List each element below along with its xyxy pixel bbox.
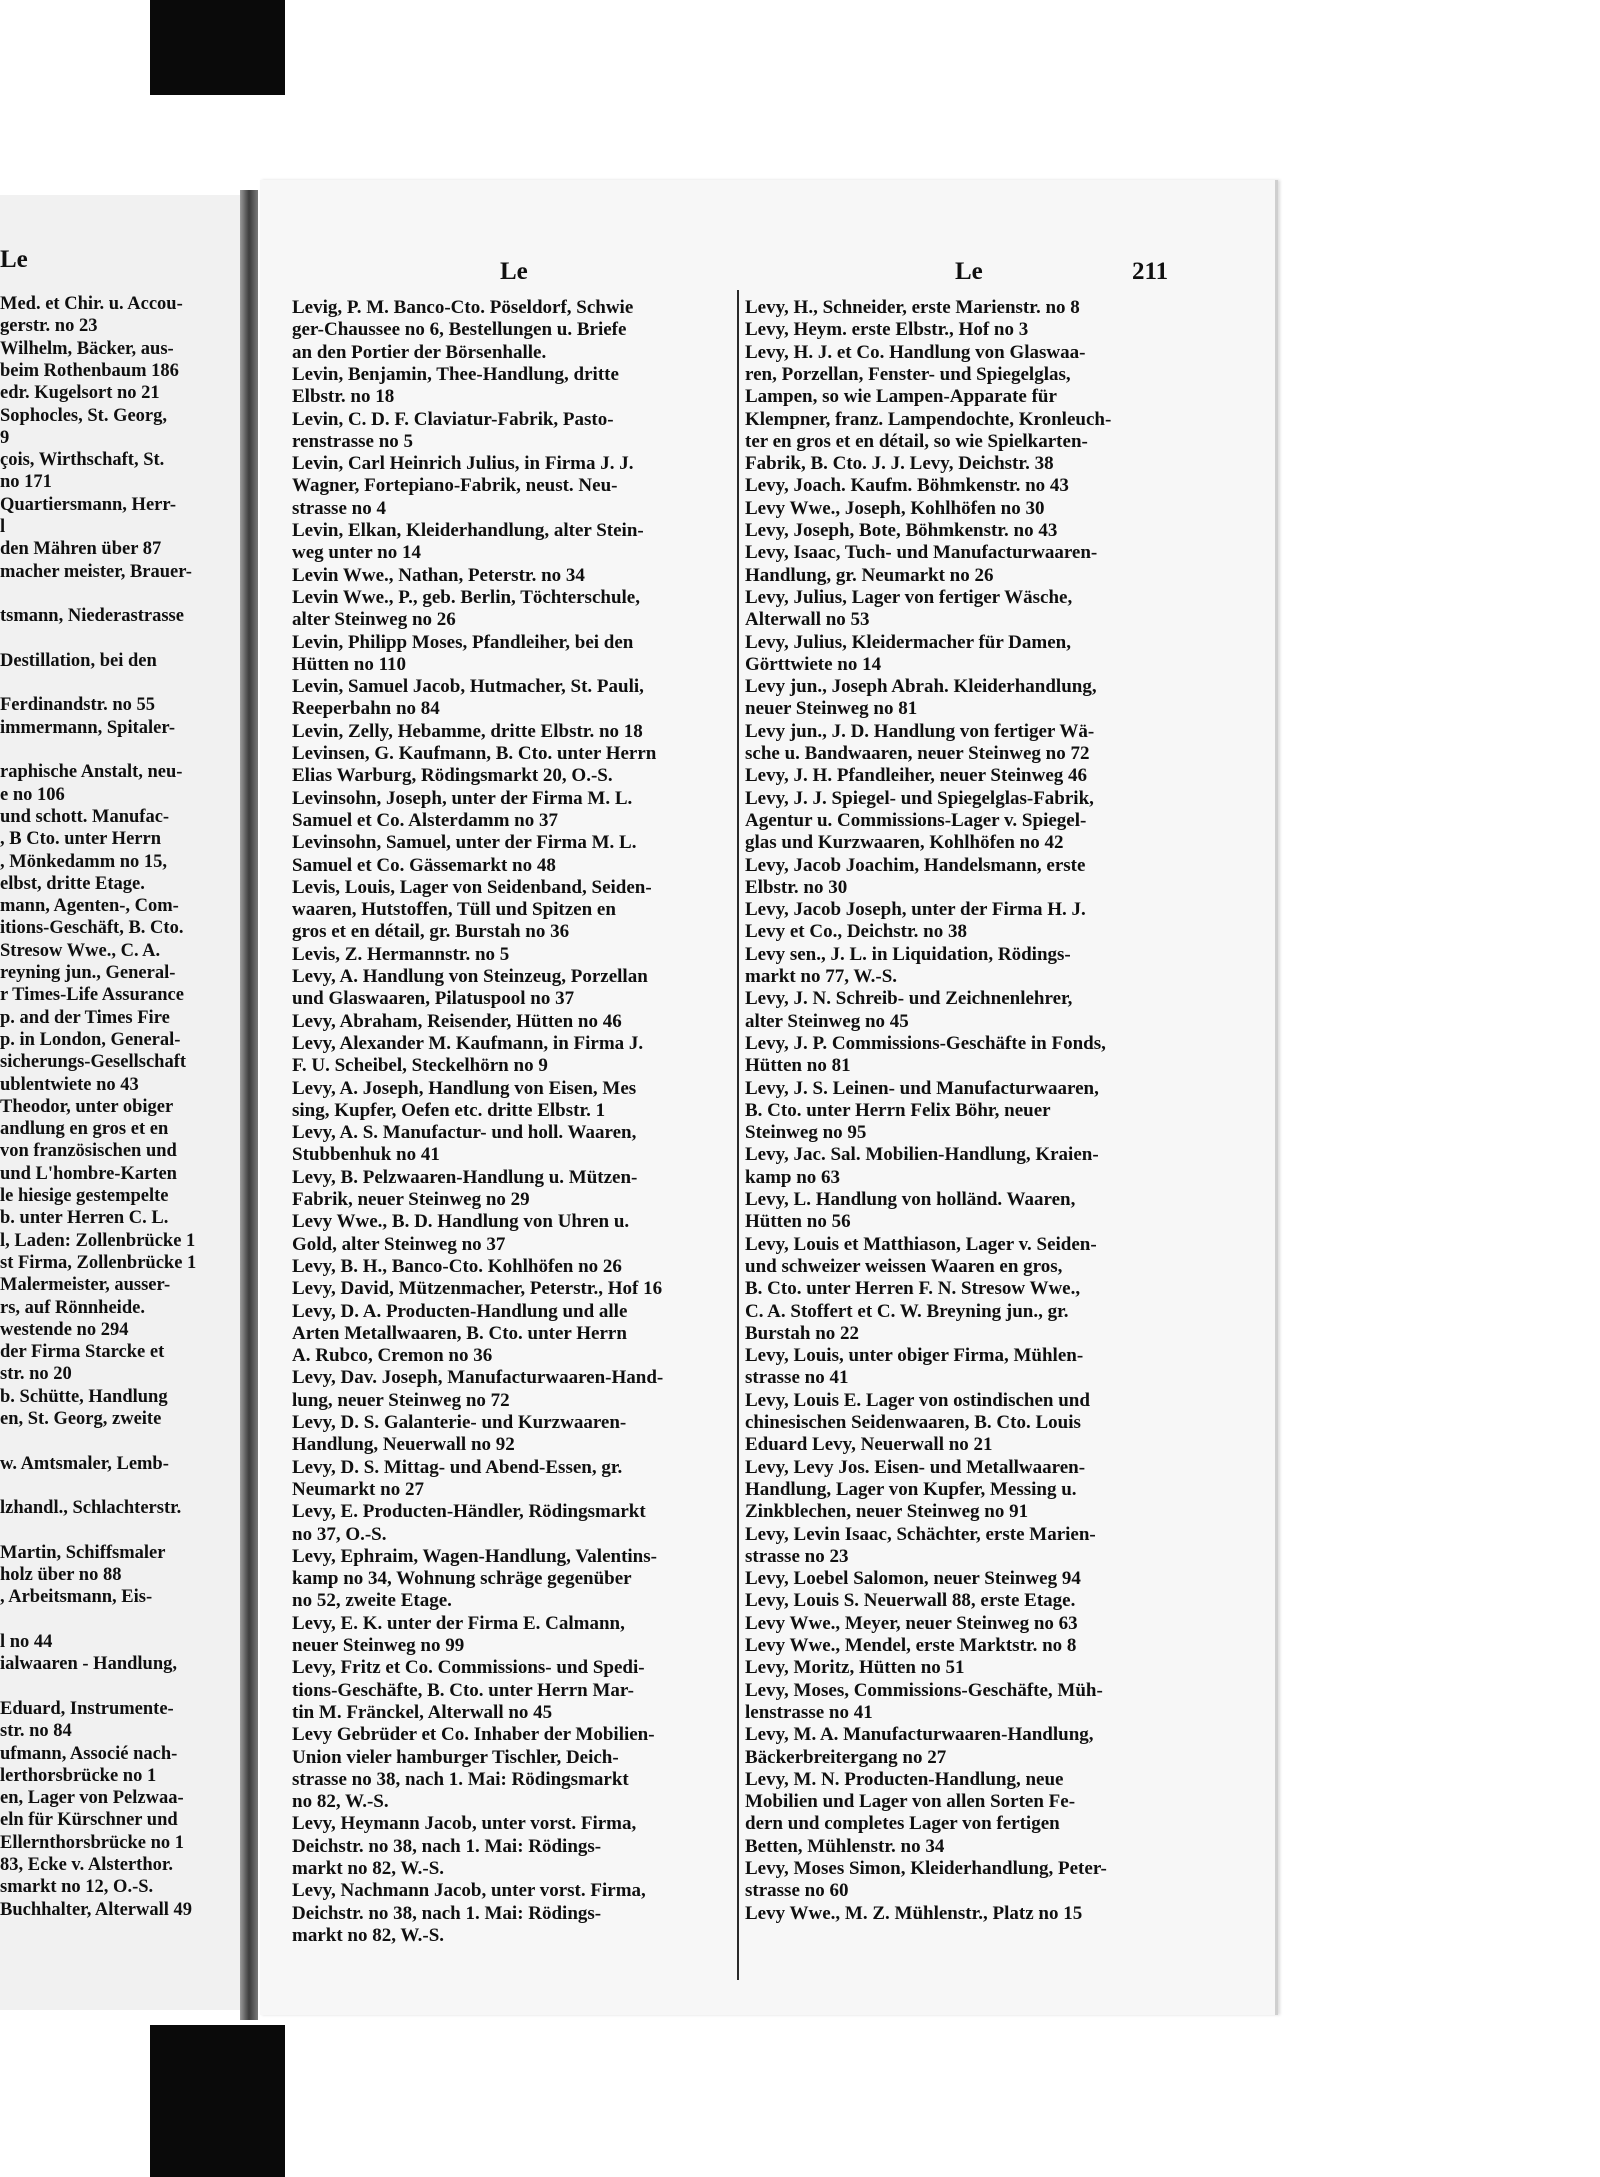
directory-line: Wagner, Fortepiano-Fabrik, neust. Neu- (292, 476, 618, 496)
directory-line: Levinsohn, Samuel, unter der Firma M. L. (292, 833, 637, 853)
directory-line: Elias Warburg, Rödingsmarkt 20, O.-S. (292, 766, 613, 786)
directory-line: Levis, Louis, Lager von Seidenband, Seiden- (292, 877, 652, 897)
directory-line: Levy, Fritz et Co. Commissions- und Spedi- (292, 1658, 645, 1678)
directory-line: , Mönkedamm no 15, (0, 852, 168, 871)
directory-line: markt no 82, W.-S. (292, 1925, 445, 1945)
directory-line: C. A. Stoffert et C. W. Breyning jun., gr. (745, 1301, 1069, 1321)
directory-line: Samuel et Co. Gässemarkt no 48 (292, 855, 556, 875)
directory-line: Levy, Isaac, Tuch- und Manufacturwaaren- (745, 543, 1098, 563)
directory-line: macher meister, Brauer- (0, 562, 192, 582)
directory-line: Levy, A. S. Manufactur- und holl. Waaren, (292, 1123, 637, 1143)
directory-line: itions-Geschäft, B. Cto. (0, 919, 184, 938)
directory-line: Hütten no 81 (745, 1056, 851, 1076)
directory-line: glas und Kurzwaaren, Kohlhöfen no 42 (745, 833, 1064, 853)
directory-line: Theodor, unter obiger (0, 1097, 174, 1117)
directory-line: neuer Steinweg no 81 (745, 699, 918, 719)
directory-line: lzhandl., Schlachterstr. (0, 1499, 182, 1518)
directory-line: Levy, A. Handlung von Steinzeug, Porzellan (292, 967, 648, 986)
directory-line: Levy Wwe., B. D. Handlung von Uhren u. (292, 1212, 630, 1232)
directory-line: Levy Wwe., Mendel, erste Marktstr. no 8 (745, 1636, 1077, 1655)
directory-line: rs, auf Rönnheide. (0, 1298, 145, 1317)
directory-line: gerstr. no 23 (0, 317, 98, 336)
directory-line: Levy, Louis E. Lager von ostindischen und (745, 1390, 1090, 1410)
directory-line: alter Steinweg no 26 (292, 610, 456, 630)
directory-line: raphische Anstalt, neu- (0, 763, 183, 782)
directory-line: der Firma Starcke et (0, 1343, 165, 1362)
directory-line: Handlung, gr. Neumarkt no 26 (745, 565, 994, 585)
directory-line: Ellernthorsbrücke no 1 (0, 1833, 184, 1853)
directory-line: Elbstr. no 18 (292, 387, 395, 407)
directory-line: Levy, E. Producten-Händler, Rödingsmarkt (292, 1502, 646, 1522)
directory-line: l no 44 (0, 1633, 53, 1652)
directory-line: holz über no 88 (0, 1566, 122, 1585)
scan-mask-bottom (150, 2025, 285, 2177)
directory-line: chinesischen Seidenwaaren, B. Cto. Louis (745, 1413, 1081, 1432)
directory-line: tsmann, Niederastrasse (0, 607, 184, 626)
directory-line: Samuel et Co. Alsterdamm no 37 (292, 810, 558, 830)
directory-line: Levy, Alexander M. Kaufmann, in Firma J. (292, 1033, 644, 1053)
directory-line: en, St. Georg, zweite (0, 1410, 162, 1429)
directory-line: Levy, D. A. Producten-Handlung und alle (292, 1301, 628, 1321)
directory-line: ren, Porzellan, Fenster- und Spiegelglas, (745, 364, 1071, 384)
directory-line: Levinsohn, Joseph, unter der Firma M. L. (292, 788, 633, 808)
directory-line: Neumarkt no 27 (292, 1479, 424, 1499)
directory-line: Steinweg no 95 (745, 1123, 867, 1143)
directory-line: und schott. Manufac- (0, 807, 170, 827)
directory-line: b. unter Herren C. L. (0, 1209, 169, 1228)
directory-line: Burstah no 22 (745, 1323, 860, 1343)
directory-line: Ferdinandstr. no 55 (0, 696, 156, 715)
running-head-left: Le (500, 258, 528, 285)
directory-line: lerthorsbrücke no 1 (0, 1766, 157, 1786)
directory-line: Hütten no 110 (292, 654, 407, 674)
directory-line: strasse no 41 (745, 1368, 849, 1388)
directory-line: Malermeister, ausser- (0, 1276, 171, 1295)
directory-line: w. Amtsmaler, Lemb- (0, 1454, 169, 1474)
directory-line: p. and der Times Fire (0, 1008, 170, 1028)
directory-line: no 82, W.-S. (292, 1792, 389, 1812)
directory-line: A. Rubco, Cremon no 36 (292, 1346, 493, 1366)
directory-line: Destillation, bei den (0, 651, 157, 671)
directory-line: B. Cto. unter Herren F. N. Stresow Wwe., (745, 1279, 1081, 1299)
directory-line: mann, Agenten-, Com- (0, 897, 179, 916)
directory-line: strasse no 23 (745, 1546, 849, 1566)
directory-line: Levy, Louis et Matthiason, Lager v. Seiden- (745, 1234, 1097, 1254)
directory-line: Levy, D. S. Galanterie- und Kurzwaaren- (292, 1413, 627, 1432)
directory-line: Levy, Jac. Sal. Mobilien-Handlung, Kraien- (745, 1145, 1099, 1165)
directory-line: Levin, Samuel Jacob, Hutmacher, St. Pauli, (292, 677, 644, 697)
directory-line: Zinkblechen, neuer Steinweg no 91 (745, 1502, 1029, 1522)
directory-line: Mobilien und Lager von allen Sorten Fe- (745, 1792, 1076, 1812)
column-divider (737, 290, 739, 1980)
directory-line: Levy, J. H. Pfandleiher, neuer Steinweg 46 (745, 766, 1087, 786)
directory-line: Levy Gebrüder et Co. Inhaber der Mobilien- (292, 1725, 655, 1745)
directory-line: Levy Wwe., Meyer, neuer Steinweg no 63 (745, 1613, 1078, 1633)
directory-line: Handlung, Neuerwall no 92 (292, 1435, 515, 1455)
directory-line: 9 (0, 428, 10, 448)
directory-line: tions-Geschäfte, B. Cto. unter Herrn Mar- (292, 1680, 634, 1700)
directory-line: Agentur u. Commissions-Lager v. Spiegel- (745, 810, 1087, 830)
directory-line: Görttwiete no 14 (745, 654, 882, 674)
directory-line: waaren, Hutstoffen, Tüll und Spitzen en (292, 900, 616, 920)
directory-line: Levy, J. J. Spiegel- und Spiegelglas-Fabrik, (745, 788, 1094, 808)
directory-line: tin M. Fränckel, Alterwall no 45 (292, 1702, 553, 1722)
directory-line: e no 106 (0, 785, 65, 805)
directory-line: Deichstr. no 38, nach 1. Mai: Rödings- (292, 1903, 602, 1923)
directory-line: westende no 294 (0, 1320, 129, 1340)
directory-line: edr. Kugelsort no 21 (0, 384, 160, 403)
directory-line: Levin, Carl Heinrich Julius, in Firma J. J. (292, 454, 634, 474)
directory-line: beim Rothenbaum 186 (0, 361, 179, 381)
directory-line: sicherungs-Gesellschaft (0, 1053, 187, 1072)
directory-line: Lampen, so wie Lampen-Apparate für (745, 387, 1057, 407)
directory-line: str. no 20 (0, 1365, 72, 1384)
directory-line: Med. et Chir. u. Accou- (0, 295, 183, 314)
directory-line: markt no 77, W.-S. (745, 967, 898, 986)
directory-line: andlung en gros et en (0, 1120, 169, 1139)
directory-line: kamp no 63 (745, 1167, 841, 1187)
directory-line: Levy, Ephraim, Wagen-Handlung, Valentins- (292, 1546, 657, 1566)
directory-line: den Mähren über 87 (0, 540, 162, 559)
directory-line: Levy, Jacob Joseph, unter der Firma H. J. (745, 900, 1086, 920)
directory-line: Levy, M. A. Manufacturwaaren-Handlung, (745, 1725, 1094, 1745)
directory-line: lenstrasse no 41 (745, 1702, 873, 1722)
directory-line: und schweizer weissen Waaren en gros, (745, 1256, 1063, 1276)
directory-line: Martin, Schiffsmaler (0, 1543, 166, 1563)
directory-line: Levy, Moses Simon, Kleiderhandlung, Peter- (745, 1859, 1107, 1878)
directory-line: von französischen und (0, 1142, 177, 1161)
directory-line: str. no 84 (0, 1722, 72, 1741)
directory-line: en, Lager von Pelzwaa- (0, 1789, 184, 1808)
directory-line: Levig, P. M. Banco-Cto. Pöseldorf, Schwie (292, 298, 634, 317)
directory-line: Eduard, Instrumente- (0, 1699, 174, 1719)
directory-line: strasse no 60 (745, 1881, 849, 1901)
directory-line: sche u. Bandwaaren, neuer Steinweg no 72 (745, 744, 1090, 763)
directory-line: Levy sen., J. L. in Liquidation, Rödings- (745, 944, 1071, 964)
running-head-right: Le (955, 258, 983, 285)
directory-line: Levy, Julius, Lager von fertiger Wäsche, (745, 587, 1073, 607)
scan-mask-top (150, 0, 285, 95)
directory-line: Levin, Benjamin, Thee-Handlung, dritte (292, 364, 619, 384)
directory-line: Levin, Philipp Moses, Pfandleiher, bei den (292, 632, 634, 652)
directory-line: Levy, M. N. Producten-Handlung, neue (745, 1769, 1064, 1789)
directory-line: dern und completes Lager von fertigen (745, 1814, 1060, 1834)
right-page (260, 180, 1278, 2015)
directory-line: Levy, Moritz, Hütten no 51 (745, 1658, 965, 1678)
directory-line: Levy, Moses, Commissions-Geschäfte, Müh- (745, 1680, 1103, 1700)
directory-line: Levy, Heym. erste Elbstr., Hof no 3 (745, 320, 1029, 340)
directory-line: markt no 82, W.-S. (292, 1859, 445, 1878)
directory-line: st Firma, Zollenbrücke 1 (0, 1253, 197, 1273)
directory-line: Levy, David, Mützenmacher, Peterstr., Hof 16 (292, 1279, 663, 1299)
directory-line: Levy, H. J. et Co. Handlung von Glaswaa- (745, 342, 1086, 362)
directory-line: Levy, B. H., Banco-Cto. Kohlhöfen no 26 (292, 1256, 622, 1276)
directory-line: und Glaswaaren, Pilatuspool no 37 (292, 989, 575, 1009)
directory-line: l (0, 518, 6, 537)
directory-line: kamp no 34, Wohnung schräge gegenüber (292, 1569, 632, 1589)
directory-line: an den Portier der Börsenhalle. (292, 342, 547, 362)
directory-line: Levy, Levy Jos. Eisen- und Metallwaaren- (745, 1457, 1086, 1477)
directory-line: ter en gros et en détail, so wie Spielkarten- (745, 431, 1088, 451)
left-page-fragment (0, 195, 258, 2010)
book-gutter (240, 190, 258, 2020)
directory-line: Levy, B. Pelzwaaren-Handlung u. Mützen- (292, 1167, 638, 1187)
directory-line: çois, Wirthschaft, St. (0, 451, 165, 470)
directory-line: no 52, zweite Etage. (292, 1591, 452, 1611)
directory-line: Fabrik, neuer Steinweg no 29 (292, 1190, 530, 1209)
directory-line: elbst, dritte Etage. (0, 874, 145, 894)
directory-line: b. Schütte, Handlung (0, 1387, 168, 1407)
directory-line: Levy, J. P. Commissions-Geschäfte in Fonds, (745, 1033, 1106, 1053)
left-page-header: Le (0, 246, 28, 273)
directory-line: sing, Kupfer, Oefen etc. dritte Elbstr. 1 (292, 1100, 606, 1120)
directory-line: Alterwall no 53 (745, 610, 870, 630)
directory-line: , B Cto. unter Herrn (0, 830, 161, 849)
directory-line: Eduard Levy, Neuerwall no 21 (745, 1435, 993, 1455)
directory-line: no 171 (0, 473, 52, 492)
directory-line: Levy, Loebel Salomon, neuer Steinweg 94 (745, 1569, 1081, 1589)
directory-line: und L'hombre-Karten (0, 1164, 177, 1184)
directory-line: Levy, Dav. Joseph, Manufacturwaaren-Hand- (292, 1368, 664, 1388)
directory-line: gros et en détail, gr. Burstah no 36 (292, 922, 570, 942)
directory-line: le hiesige gestempelte (0, 1187, 169, 1206)
directory-line: Levy Wwe., Joseph, Kohlhöfen no 30 (745, 498, 1045, 518)
directory-line: Levy, Abraham, Reisender, Hütten no 46 (292, 1011, 622, 1031)
directory-line: Quartiersmann, Herr- (0, 495, 177, 515)
directory-line: ger-Chaussee no 6, Bestellungen u. Briefe (292, 320, 627, 340)
directory-line: Sophocles, St. Georg, (0, 406, 168, 425)
directory-line: alter Steinweg no 45 (745, 1011, 909, 1031)
directory-line: Gold, alter Steinweg no 37 (292, 1234, 506, 1254)
directory-line: Union vieler hamburger Tischler, Deich- (292, 1747, 619, 1767)
directory-line: strasse no 4 (292, 498, 386, 518)
directory-line: Reeperbahn no 84 (292, 699, 440, 719)
directory-line: ialwaaren - Handlung, (0, 1655, 177, 1674)
directory-line: Elbstr. no 30 (745, 877, 848, 897)
directory-line: Handlung, Lager von Kupfer, Messing u. (745, 1479, 1077, 1499)
directory-line: Levy et Co., Deichstr. no 38 (745, 922, 967, 942)
directory-line: Levin Wwe., Nathan, Peterstr. no 34 (292, 565, 585, 585)
directory-line: Levis, Z. Hermannstr. no 5 (292, 944, 510, 964)
directory-line: Levy jun., Joseph Abrah. Kleiderhandlung, (745, 677, 1097, 697)
directory-line: Levy, E. K. unter der Firma E. Calmann, (292, 1613, 625, 1633)
directory-line: Klempner, franz. Lampendochte, Kronleuch- (745, 409, 1112, 429)
directory-line: Levy, D. S. Mittag- und Abend-Essen, gr. (292, 1457, 623, 1477)
directory-line: renstrasse no 5 (292, 431, 414, 451)
directory-line: Arten Metallwaaren, B. Cto. unter Herrn (292, 1323, 627, 1343)
directory-line: Stubbenhuk no 41 (292, 1145, 440, 1165)
directory-line: Wilhelm, Bäcker, aus- (0, 339, 174, 359)
directory-line: immermann, Spitaler- (0, 718, 176, 738)
directory-line: Levy, Louis S. Neuerwall 88, erste Etage. (745, 1591, 1076, 1611)
directory-line: Levy, Nachmann Jacob, unter vorst. Firma, (292, 1881, 646, 1901)
directory-line: Betten, Mühlenstr. no 34 (745, 1836, 945, 1856)
directory-line: Buchhalter, Alterwall 49 (0, 1900, 193, 1920)
directory-line: Levy, Julius, Kleidermacher für Damen, (745, 632, 1071, 652)
directory-line: Hütten no 56 (745, 1212, 851, 1232)
directory-line: Bäckerbreitergang no 27 (745, 1747, 947, 1767)
directory-line: F. U. Scheibel, Steckelhörn no 9 (292, 1056, 548, 1076)
directory-line: reyning jun., General- (0, 964, 176, 983)
directory-line: Levin, Elkan, Kleiderhandlung, alter Stein- (292, 521, 644, 540)
directory-line: Levy, L. Handlung von holländ. Waaren, (745, 1190, 1076, 1209)
directory-line: smarkt no 12, O.-S. (0, 1878, 154, 1897)
directory-line: Levy, Joseph, Bote, Böhmkenstr. no 43 (745, 521, 1058, 540)
directory-line: Levin, Zelly, Hebamme, dritte Elbstr. no 18 (292, 721, 643, 741)
directory-line: Levin Wwe., P., geb. Berlin, Töchterschule, (292, 587, 640, 607)
directory-line: Levy jun., J. D. Handlung von fertiger Wä- (745, 721, 1095, 741)
directory-line: Levy, Levin Isaac, Schächter, erste Marien- (745, 1524, 1096, 1544)
directory-line: 83, Ecke v. Alsterthor. (0, 1856, 174, 1875)
directory-line: Levy, Jacob Joachim, Handelsmann, erste (745, 855, 1086, 875)
directory-line: l, Laden: Zollenbrücke 1 (0, 1231, 196, 1251)
directory-line: eln für Kürschner und (0, 1811, 178, 1830)
directory-line: weg unter no 14 (292, 543, 421, 563)
directory-line: Levy, J. S. Leinen- und Manufacturwaaren, (745, 1078, 1099, 1098)
directory-line: p. in London, General- (0, 1030, 181, 1050)
directory-line: Levy, A. Joseph, Handlung von Eisen, Mes (292, 1078, 637, 1098)
directory-line: r Times-Life Assurance (0, 986, 184, 1005)
directory-line: , Arbeitsmann, Eis- (0, 1588, 153, 1607)
page-number: 211 (1132, 258, 1169, 285)
directory-line: Levin, C. D. F. Claviatur-Fabrik, Pasto- (292, 409, 614, 429)
directory-line: Levy, Joach. Kaufm. Böhmkenstr. no 43 (745, 476, 1069, 496)
directory-line: Stresow Wwe., C. A. (0, 941, 161, 961)
directory-line: ublentwiete no 43 (0, 1075, 139, 1094)
directory-line: no 37, O.-S. (292, 1524, 387, 1544)
directory-line: Levy, Louis, unter obiger Firma, Mühlen- (745, 1346, 1084, 1366)
directory-line: strasse no 38, nach 1. Mai: Rödingsmarkt (292, 1769, 629, 1789)
directory-line: Levy, J. N. Schreib- und Zeichnenlehrer, (745, 989, 1073, 1009)
directory-line: Levy Wwe., M. Z. Mühlenstr., Platz no 15 (745, 1903, 1083, 1923)
directory-line: Levy, H., Schneider, erste Marienstr. no 8 (745, 298, 1080, 317)
directory-line: neuer Steinweg no 99 (292, 1636, 465, 1655)
directory-line: Fabrik, B. Cto. J. J. Levy, Deichstr. 38 (745, 454, 1054, 474)
directory-line: B. Cto. unter Herrn Felix Böhr, neuer (745, 1100, 1051, 1120)
directory-line: Deichstr. no 38, nach 1. Mai: Rödings- (292, 1836, 602, 1856)
directory-line: Levinsen, G. Kaufmann, B. Cto. unter Herrn (292, 744, 657, 763)
directory-line: ufmann, Associé nach- (0, 1744, 178, 1763)
directory-line: Levy, Heymann Jacob, unter vorst. Firma, (292, 1814, 637, 1834)
directory-line: lung, neuer Steinweg no 72 (292, 1390, 510, 1410)
